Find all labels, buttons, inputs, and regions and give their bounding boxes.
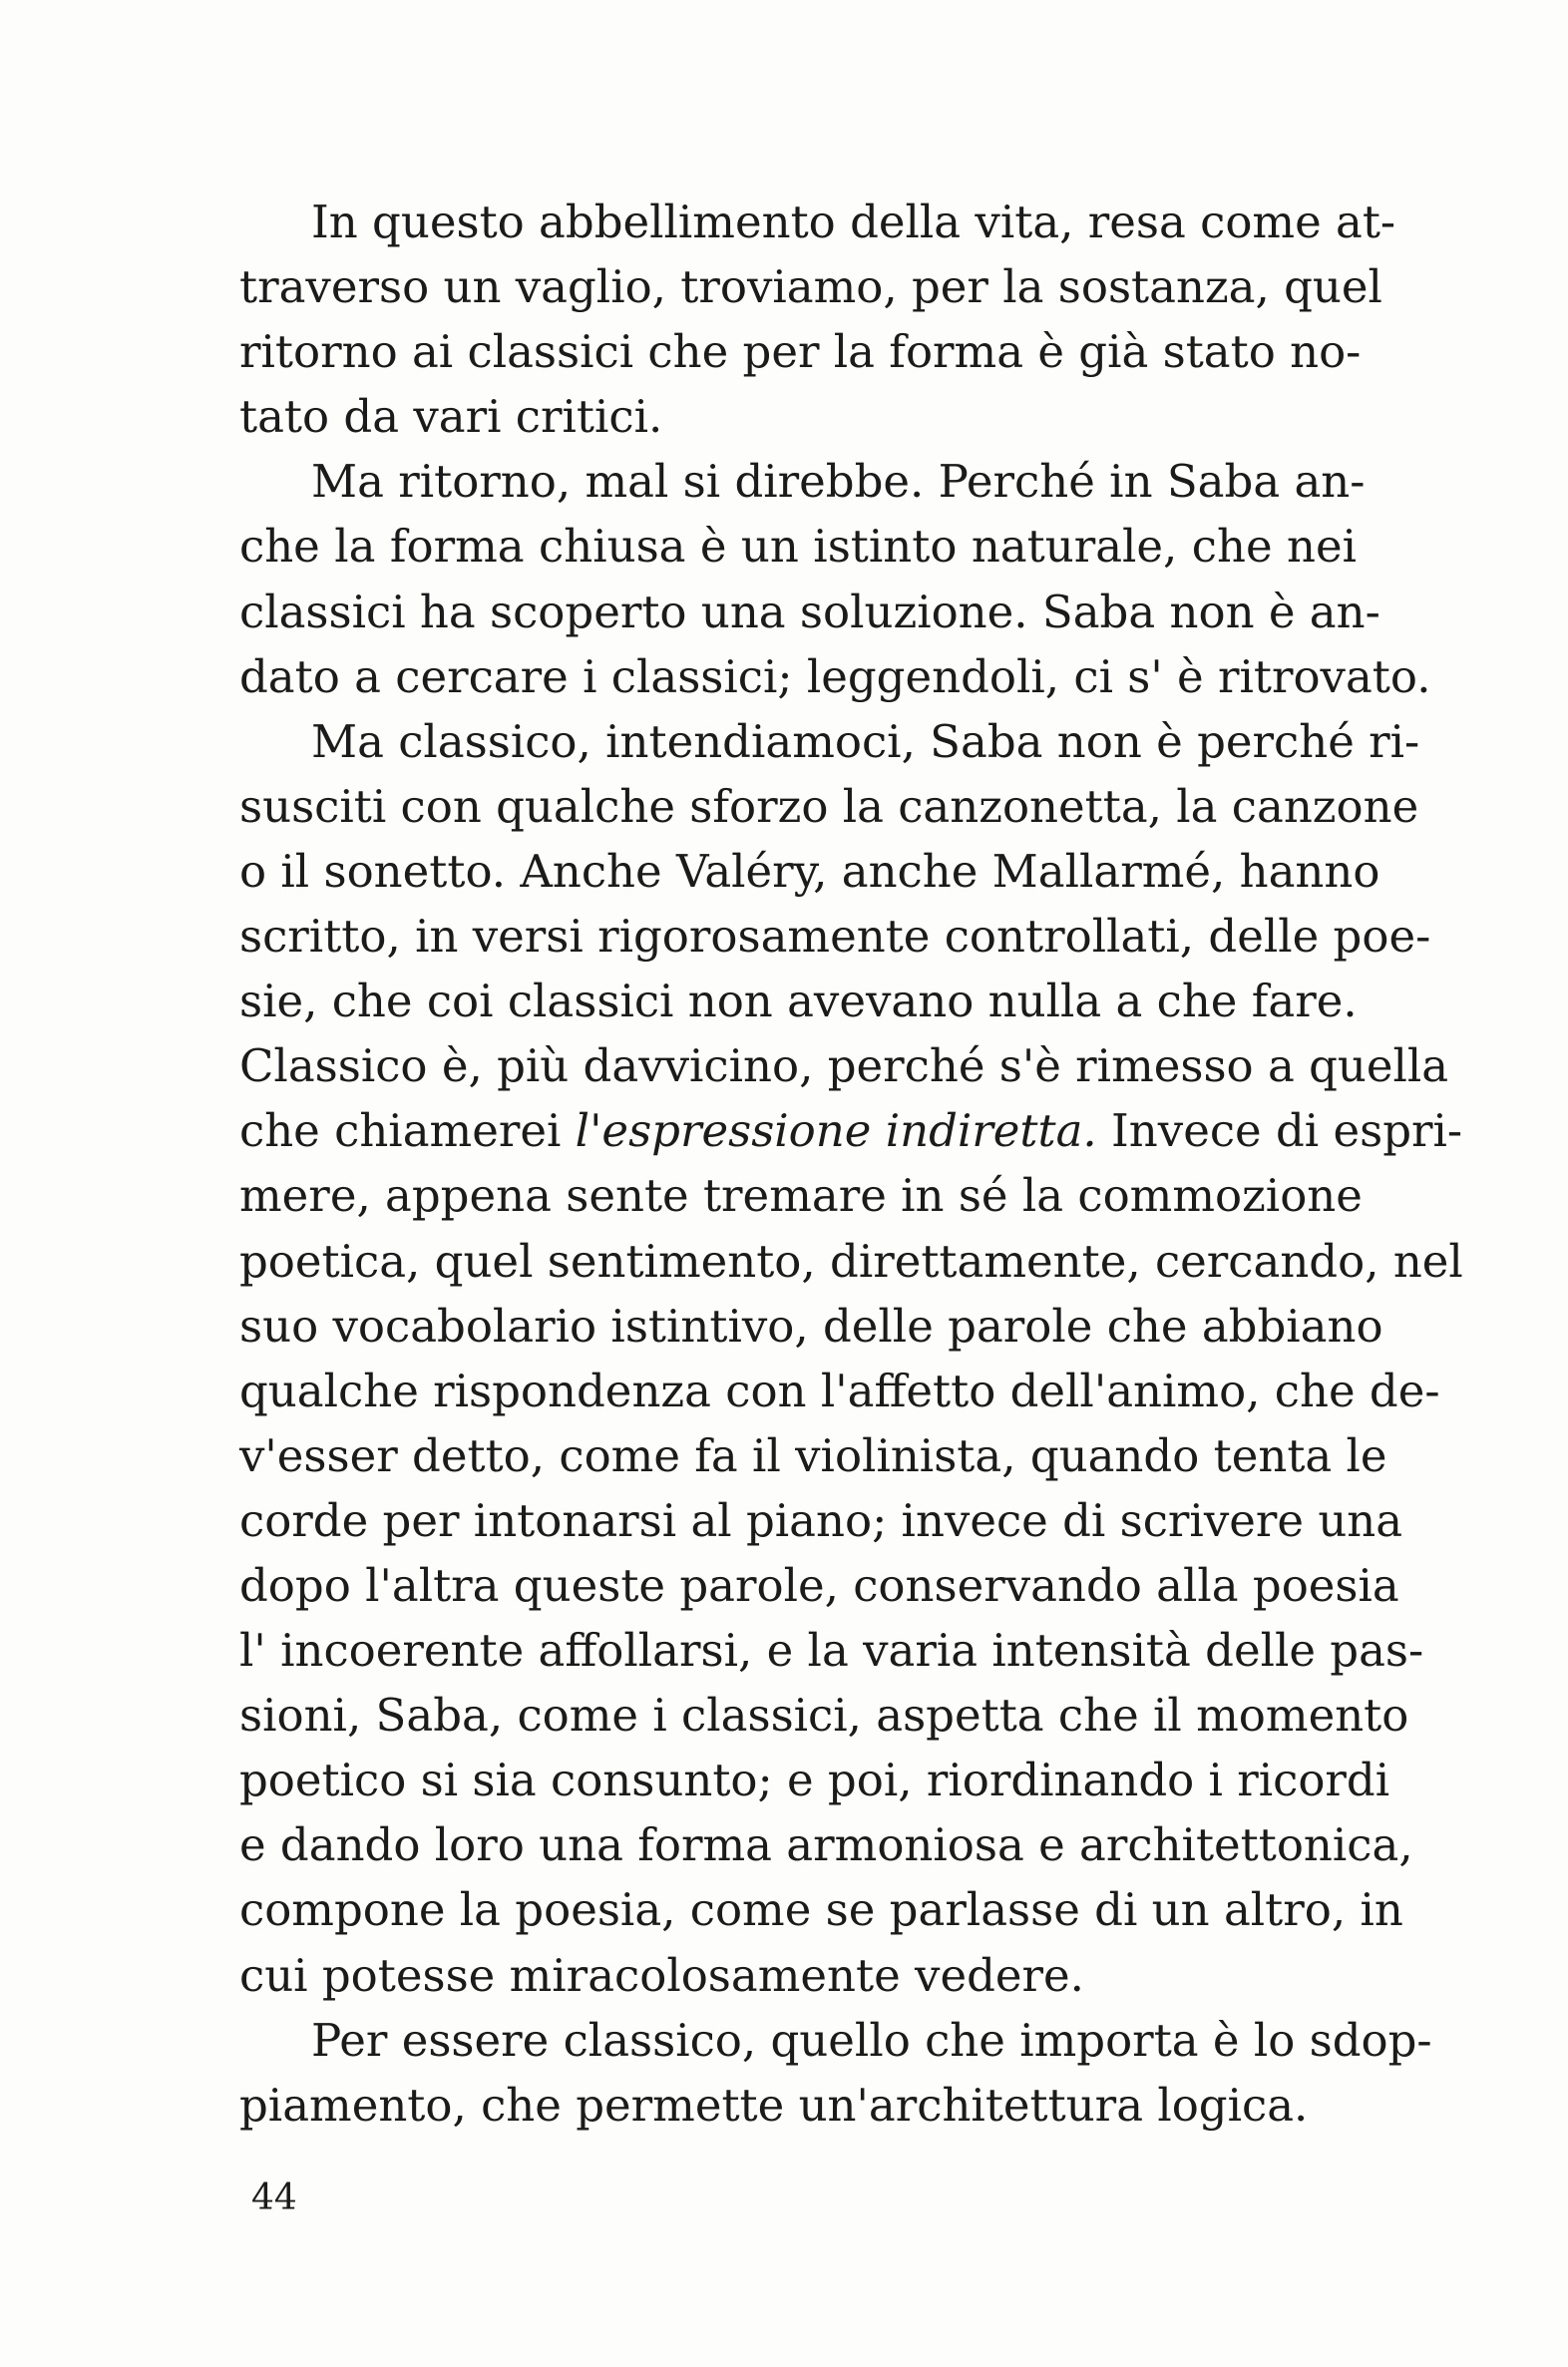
text-line: poetico si sia consunto; e poi, riordinando i ricordi [239, 1754, 1390, 1807]
text-line: piamento, che permette un'architettura logica. [239, 2078, 1309, 2132]
text-line: che la forma chiusa è un istinto naturale, che nei [239, 520, 1357, 574]
text-line: In questo abbellimento della vita, resa come at- [311, 196, 1396, 248]
text-line: Classico è, più davvicino, perché s'è rimesso a quella [239, 1039, 1449, 1093]
text-line: classici ha scoperto una soluzione. Saba non è an- [239, 585, 1380, 638]
text-fragment: che chiamerei [239, 1104, 576, 1158]
text-line: scritto, in versi rigorosamente controllati, delle poe- [239, 910, 1431, 964]
text-line: v'esser detto, come fa il violinista, quando tenta le [239, 1428, 1387, 1482]
text-line: susciti con qualche sforzo la canzonetta, la canzone [239, 779, 1419, 833]
text-line: tato da vari critici. [239, 390, 663, 444]
paragraph-4 [239, 2008, 1432, 2138]
text-line: l' incoerente affollarsi, e la varia intensità delle pas- [239, 1624, 1424, 1678]
paragraph-3 [239, 709, 1463, 2008]
text-fragment: Invece di espri- [1096, 1104, 1463, 1158]
text-line-emphasis [239, 1098, 1463, 1163]
text-line: poetica, quel sentimento, direttamente, cercando, nel [239, 1234, 1463, 1288]
text-line: e dando loro una forma armoniosa e architettonica, [239, 1818, 1413, 1872]
text-line: ritorno ai classici che per la forma è già stato no- [239, 325, 1362, 379]
text-line: dopo l'altra queste parole, conservando alla poesia [239, 1558, 1399, 1612]
text-line: suo vocabolario istintivo, delle parole che abbiano [239, 1299, 1383, 1353]
text-line: Ma ritorno, mal si direbbe. Perché in Saba an- [311, 455, 1366, 509]
text-line: corde per intonarsi al piano; invece di scrivere una [239, 1493, 1403, 1547]
page-number: 44 [251, 2177, 297, 2218]
paragraph-2 [239, 449, 1431, 708]
paragraph-1 [239, 190, 1396, 449]
text-line: sioni, Saba, come i classici, aspetta che il momento [239, 1689, 1409, 1743]
italic-phrase: l'espressione indiretta. [575, 1104, 1097, 1158]
text-line: Per essere classico, quello che importa è lo sdop- [311, 2013, 1432, 2067]
text-line: mere, appena sente tremare in sé la commozione [239, 1169, 1363, 1223]
text-line: cui potesse miracolosamente vedere. [239, 1948, 1084, 2002]
text-line: qualche rispondenza con l'affetto dell'animo, che de- [239, 1364, 1440, 1417]
text-line: o il sonetto. Anche Valéry, anche Mallarmé, hanno [239, 844, 1380, 898]
text-line: compone la poesia, come se parlasse di un altro, in [239, 1883, 1403, 1937]
text-line: Ma classico, intendiamoci, Saba non è perché ri- [311, 714, 1420, 768]
text-line: traverso un vaglio, troviamo, per la sostanza, quel [239, 260, 1382, 314]
text-line: sie, che coi classici non avevano nulla a che fare. [239, 975, 1358, 1028]
text-line: dato a cercare i classici; leggendoli, ci s' è ritrovato. [239, 649, 1431, 703]
body-text [239, 190, 1463, 2138]
